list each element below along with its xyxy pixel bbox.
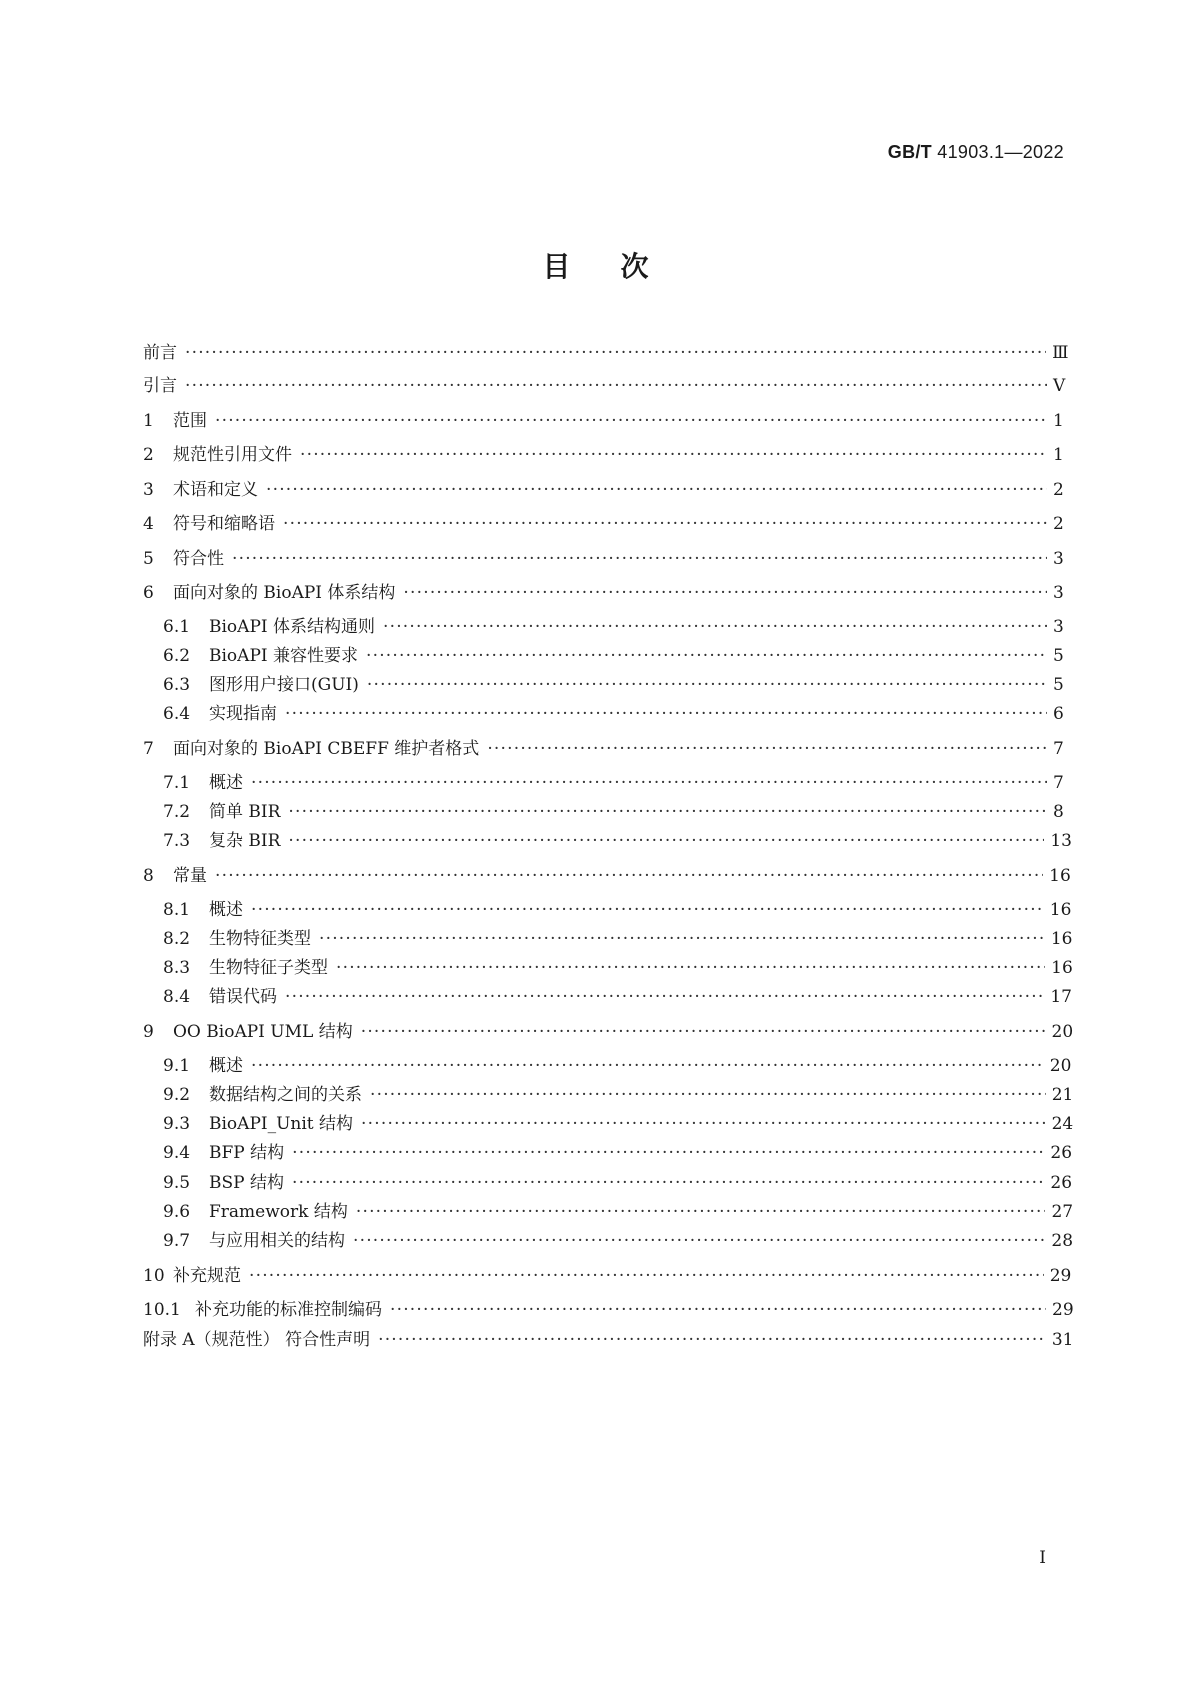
- toc-entry-number: 7.3: [163, 831, 191, 851]
- toc-entry-title: 面向对象的 BioAPI 体系结构: [173, 583, 396, 603]
- toc-entry-page: 5: [1053, 675, 1064, 695]
- toc-entry-page: 2: [1053, 514, 1064, 534]
- toc-entry-page: 1: [1053, 445, 1064, 465]
- toc-entry-number: 9.5: [163, 1173, 191, 1193]
- toc-entry[interactable]: [143, 475, 1063, 503]
- toc-entry-number: 8.2: [163, 929, 191, 949]
- toc-entry-title: 补充功能的标准控制编码: [195, 1300, 382, 1320]
- toc-entry[interactable]: [143, 953, 1073, 981]
- toc-entry[interactable]: [143, 1051, 1072, 1079]
- toc-leader-dots: [390, 1300, 1046, 1320]
- toc-entry-page: 26: [1050, 1173, 1073, 1193]
- toc-entry-number: 1: [143, 411, 154, 431]
- toc-entry-number: 9.7: [163, 1231, 191, 1251]
- standard-code-prefix: GB/T: [887, 142, 932, 162]
- toc-entry-number: 10.1: [143, 1300, 181, 1320]
- toc-entry-page: 20: [1051, 1022, 1074, 1042]
- toc-entry[interactable]: [143, 924, 1073, 952]
- toc-entry-number: 2: [143, 445, 154, 465]
- toc-leader-dots: [300, 445, 1047, 465]
- toc-entry-number: 10: [143, 1266, 165, 1286]
- toc-entry[interactable]: [143, 1261, 1072, 1289]
- toc-leader-dots: [336, 958, 1045, 978]
- toc-entry-page: 3: [1053, 617, 1064, 637]
- toc-entry-title: 概述: [209, 1056, 243, 1076]
- toc-entry[interactable]: [143, 440, 1063, 468]
- toc-entry[interactable]: [143, 670, 1063, 698]
- toc-entry[interactable]: [143, 797, 1063, 825]
- toc-leader-dots: [285, 704, 1047, 724]
- toc-entry-title: 符号和缩略语: [173, 514, 275, 534]
- toc-entry-title: 补充规范: [173, 1266, 241, 1286]
- toc-entry-title: BioAPI 体系结构通则: [209, 617, 375, 637]
- toc-entry-number: 9.1: [163, 1056, 191, 1076]
- standard-code-number: 41903.1—2022: [937, 142, 1064, 162]
- toc-entry-page: 29: [1049, 1266, 1072, 1286]
- toc-entry-number: 7.2: [163, 802, 191, 822]
- toc-leader-dots: [292, 1173, 1044, 1193]
- toc-leader-dots: [215, 411, 1047, 431]
- toc-entry[interactable]: [143, 1226, 1074, 1254]
- toc-entry[interactable]: [143, 641, 1063, 669]
- toc-entry-page: Ⅴ: [1053, 376, 1066, 396]
- toc-entry-number: 6: [143, 583, 154, 603]
- toc-entry-title: 常量: [173, 866, 207, 886]
- toc-entry-title: 术语和定义: [173, 480, 258, 500]
- toc-entry-number: 9: [143, 1022, 154, 1042]
- toc-entry-title: 符合性: [173, 549, 224, 569]
- toc-entry-title: 简单 BIR: [209, 802, 281, 822]
- toc-entry[interactable]: [143, 768, 1063, 796]
- toc-entry-number: 3: [143, 480, 154, 500]
- toc-entry-title: 实现指南: [209, 704, 277, 724]
- toc-entry-title: 规范性引用文件: [173, 445, 292, 465]
- toc-entry[interactable]: [143, 826, 1072, 854]
- toc-entry-number: 6.1: [163, 617, 191, 637]
- toc-entry-number: 9.6: [163, 1202, 191, 1222]
- toc-entry-number: 9.3: [163, 1114, 191, 1134]
- toc-entry-title: 复杂 BIR: [209, 831, 281, 851]
- toc-entry-title: Framework 结构: [209, 1202, 348, 1222]
- toc-entry-title: 错误代码: [209, 987, 277, 1007]
- toc-leader-dots: [251, 900, 1044, 920]
- toc-entry[interactable]: [143, 861, 1071, 889]
- standard-code: [888, 142, 1064, 163]
- toc-entry[interactable]: [143, 1197, 1074, 1225]
- toc-leader-dots: [185, 376, 1047, 396]
- toc-entry-page: 31: [1051, 1330, 1074, 1350]
- toc-entry-page: 17: [1050, 987, 1072, 1007]
- toc-leader-dots: [285, 987, 1044, 1007]
- toc-entry-title: 面向对象的 BioAPI CBEFF 维护者格式: [173, 739, 480, 759]
- toc-entry-title: BioAPI_Unit 结构: [209, 1114, 354, 1134]
- toc-leader-dots: [232, 549, 1047, 569]
- toc-entry-page: 7: [1053, 739, 1064, 759]
- toc-leader-dots: [292, 1143, 1044, 1163]
- toc-entry-title: OO BioAPI UML 结构: [173, 1022, 353, 1042]
- toc-entry-number: 6.4: [163, 704, 191, 724]
- toc-entry-page: 2: [1053, 480, 1064, 500]
- toc-leader-dots: [378, 1330, 1046, 1350]
- toc-entry-page: 29: [1052, 1300, 1074, 1320]
- toc-entry-page: 5: [1053, 646, 1064, 666]
- toc-entry-title: 附录 A（规范性） 符合性声明: [143, 1330, 371, 1350]
- toc-entry[interactable]: [143, 1325, 1074, 1353]
- toc-entry[interactable]: [143, 578, 1063, 606]
- toc-entry-page: Ⅲ: [1052, 343, 1069, 363]
- toc-entry-page: 6: [1053, 704, 1064, 724]
- footer-page-number: I: [1039, 1548, 1046, 1568]
- toc-entry-number: 6.2: [163, 646, 191, 666]
- toc-entry-page: 8: [1053, 802, 1064, 822]
- toc-entry-title: BFP 结构: [209, 1143, 285, 1163]
- toc-leader-dots: [319, 929, 1045, 949]
- toc-entry[interactable]: [143, 338, 1069, 366]
- toc-leader-dots: [361, 1022, 1046, 1042]
- toc-entry[interactable]: [143, 1109, 1074, 1137]
- toc-entry-title: 图形用户接口(GUI): [209, 675, 359, 695]
- toc-leader-dots: [361, 1114, 1046, 1134]
- toc-entry-number: 6.3: [163, 675, 191, 695]
- toc-entry[interactable]: [143, 982, 1072, 1010]
- toc-entry-title: 生物特征类型: [209, 929, 311, 949]
- toc-leader-dots: [249, 1266, 1044, 1286]
- toc-entry[interactable]: [143, 1138, 1073, 1166]
- toc-entry[interactable]: [143, 1080, 1074, 1108]
- toc-entry-title: BioAPI 兼容性要求: [209, 646, 358, 666]
- toc-leader-dots: [288, 831, 1044, 851]
- toc-entry[interactable]: [143, 1295, 1074, 1323]
- toc-leader-dots: [185, 343, 1046, 363]
- toc-entry-number: 7: [143, 739, 154, 759]
- toc-entry-title: 前言: [143, 343, 177, 363]
- toc-entry[interactable]: [143, 699, 1063, 727]
- toc-entry[interactable]: [143, 544, 1063, 572]
- toc-entry-page: 16: [1051, 958, 1073, 978]
- toc-entry-page: 16: [1049, 900, 1072, 920]
- toc-leader-dots: [366, 646, 1047, 666]
- toc-entry-number: 5: [143, 549, 154, 569]
- toc-entry-page: 3: [1053, 583, 1064, 603]
- toc-entry-title: 与应用相关的结构: [209, 1231, 345, 1251]
- toc-entry-title: 概述: [209, 773, 243, 793]
- toc-entry[interactable]: [143, 1168, 1073, 1196]
- toc-entry-page: 26: [1050, 1143, 1073, 1163]
- toc-entry[interactable]: [143, 406, 1063, 434]
- toc-entry[interactable]: [143, 895, 1072, 923]
- toc-entry-page: 21: [1051, 1085, 1074, 1105]
- toc-entry[interactable]: [143, 509, 1063, 537]
- toc-entry-number: 9.2: [163, 1085, 191, 1105]
- toc-entry-title: 数据结构之间的关系: [209, 1085, 362, 1105]
- toc-leader-dots: [403, 583, 1047, 603]
- toc-entry[interactable]: [143, 371, 1066, 399]
- toc-leader-dots: [383, 617, 1047, 637]
- toc-entry-page: 28: [1051, 1231, 1074, 1251]
- toc-leader-dots: [288, 802, 1047, 822]
- toc-entry-number: 8: [143, 866, 154, 886]
- toc-leader-dots: [266, 480, 1047, 500]
- toc-entry-page: 1: [1053, 411, 1064, 431]
- toc-entry-page: 24: [1051, 1114, 1074, 1134]
- toc-leader-dots: [367, 675, 1047, 695]
- page-title: 目次: [542, 250, 699, 283]
- toc-entry[interactable]: [143, 734, 1063, 762]
- toc-entry-page: 3: [1053, 549, 1064, 569]
- toc-entry-number: 9.4: [163, 1143, 191, 1163]
- toc-entry-page: 16: [1049, 866, 1071, 886]
- toc-entry-number: 7.1: [163, 773, 191, 793]
- toc-leader-dots: [487, 739, 1047, 759]
- toc-entry-title: 生物特征子类型: [209, 958, 328, 978]
- toc-entry-title: 概述: [209, 900, 243, 920]
- toc-leader-dots: [283, 514, 1047, 534]
- toc-entry-title: BSP 结构: [209, 1173, 284, 1193]
- toc-leader-dots: [356, 1202, 1046, 1222]
- toc-leader-dots: [215, 866, 1043, 886]
- toc-leader-dots: [353, 1231, 1045, 1251]
- toc-leader-dots: [251, 1056, 1044, 1076]
- toc-entry-title: 引言: [143, 376, 177, 396]
- toc-entry-number: 4: [143, 514, 154, 534]
- toc-entry-page: 27: [1051, 1202, 1074, 1222]
- toc-entry-page: 7: [1053, 773, 1064, 793]
- toc-entry[interactable]: [143, 612, 1063, 640]
- toc-entry-page: 20: [1049, 1056, 1072, 1076]
- toc-leader-dots: [370, 1085, 1046, 1105]
- toc-entry-number: 8.3: [163, 958, 191, 978]
- toc-entry[interactable]: [143, 1017, 1074, 1045]
- toc-entry-number: 8.4: [163, 987, 191, 1007]
- toc-entry-page: 16: [1050, 929, 1073, 949]
- toc-leader-dots: [251, 773, 1047, 793]
- toc-entry-number: 8.1: [163, 900, 191, 920]
- toc-entry-page: 13: [1050, 831, 1072, 851]
- toc-entry-title: 范围: [173, 411, 207, 431]
